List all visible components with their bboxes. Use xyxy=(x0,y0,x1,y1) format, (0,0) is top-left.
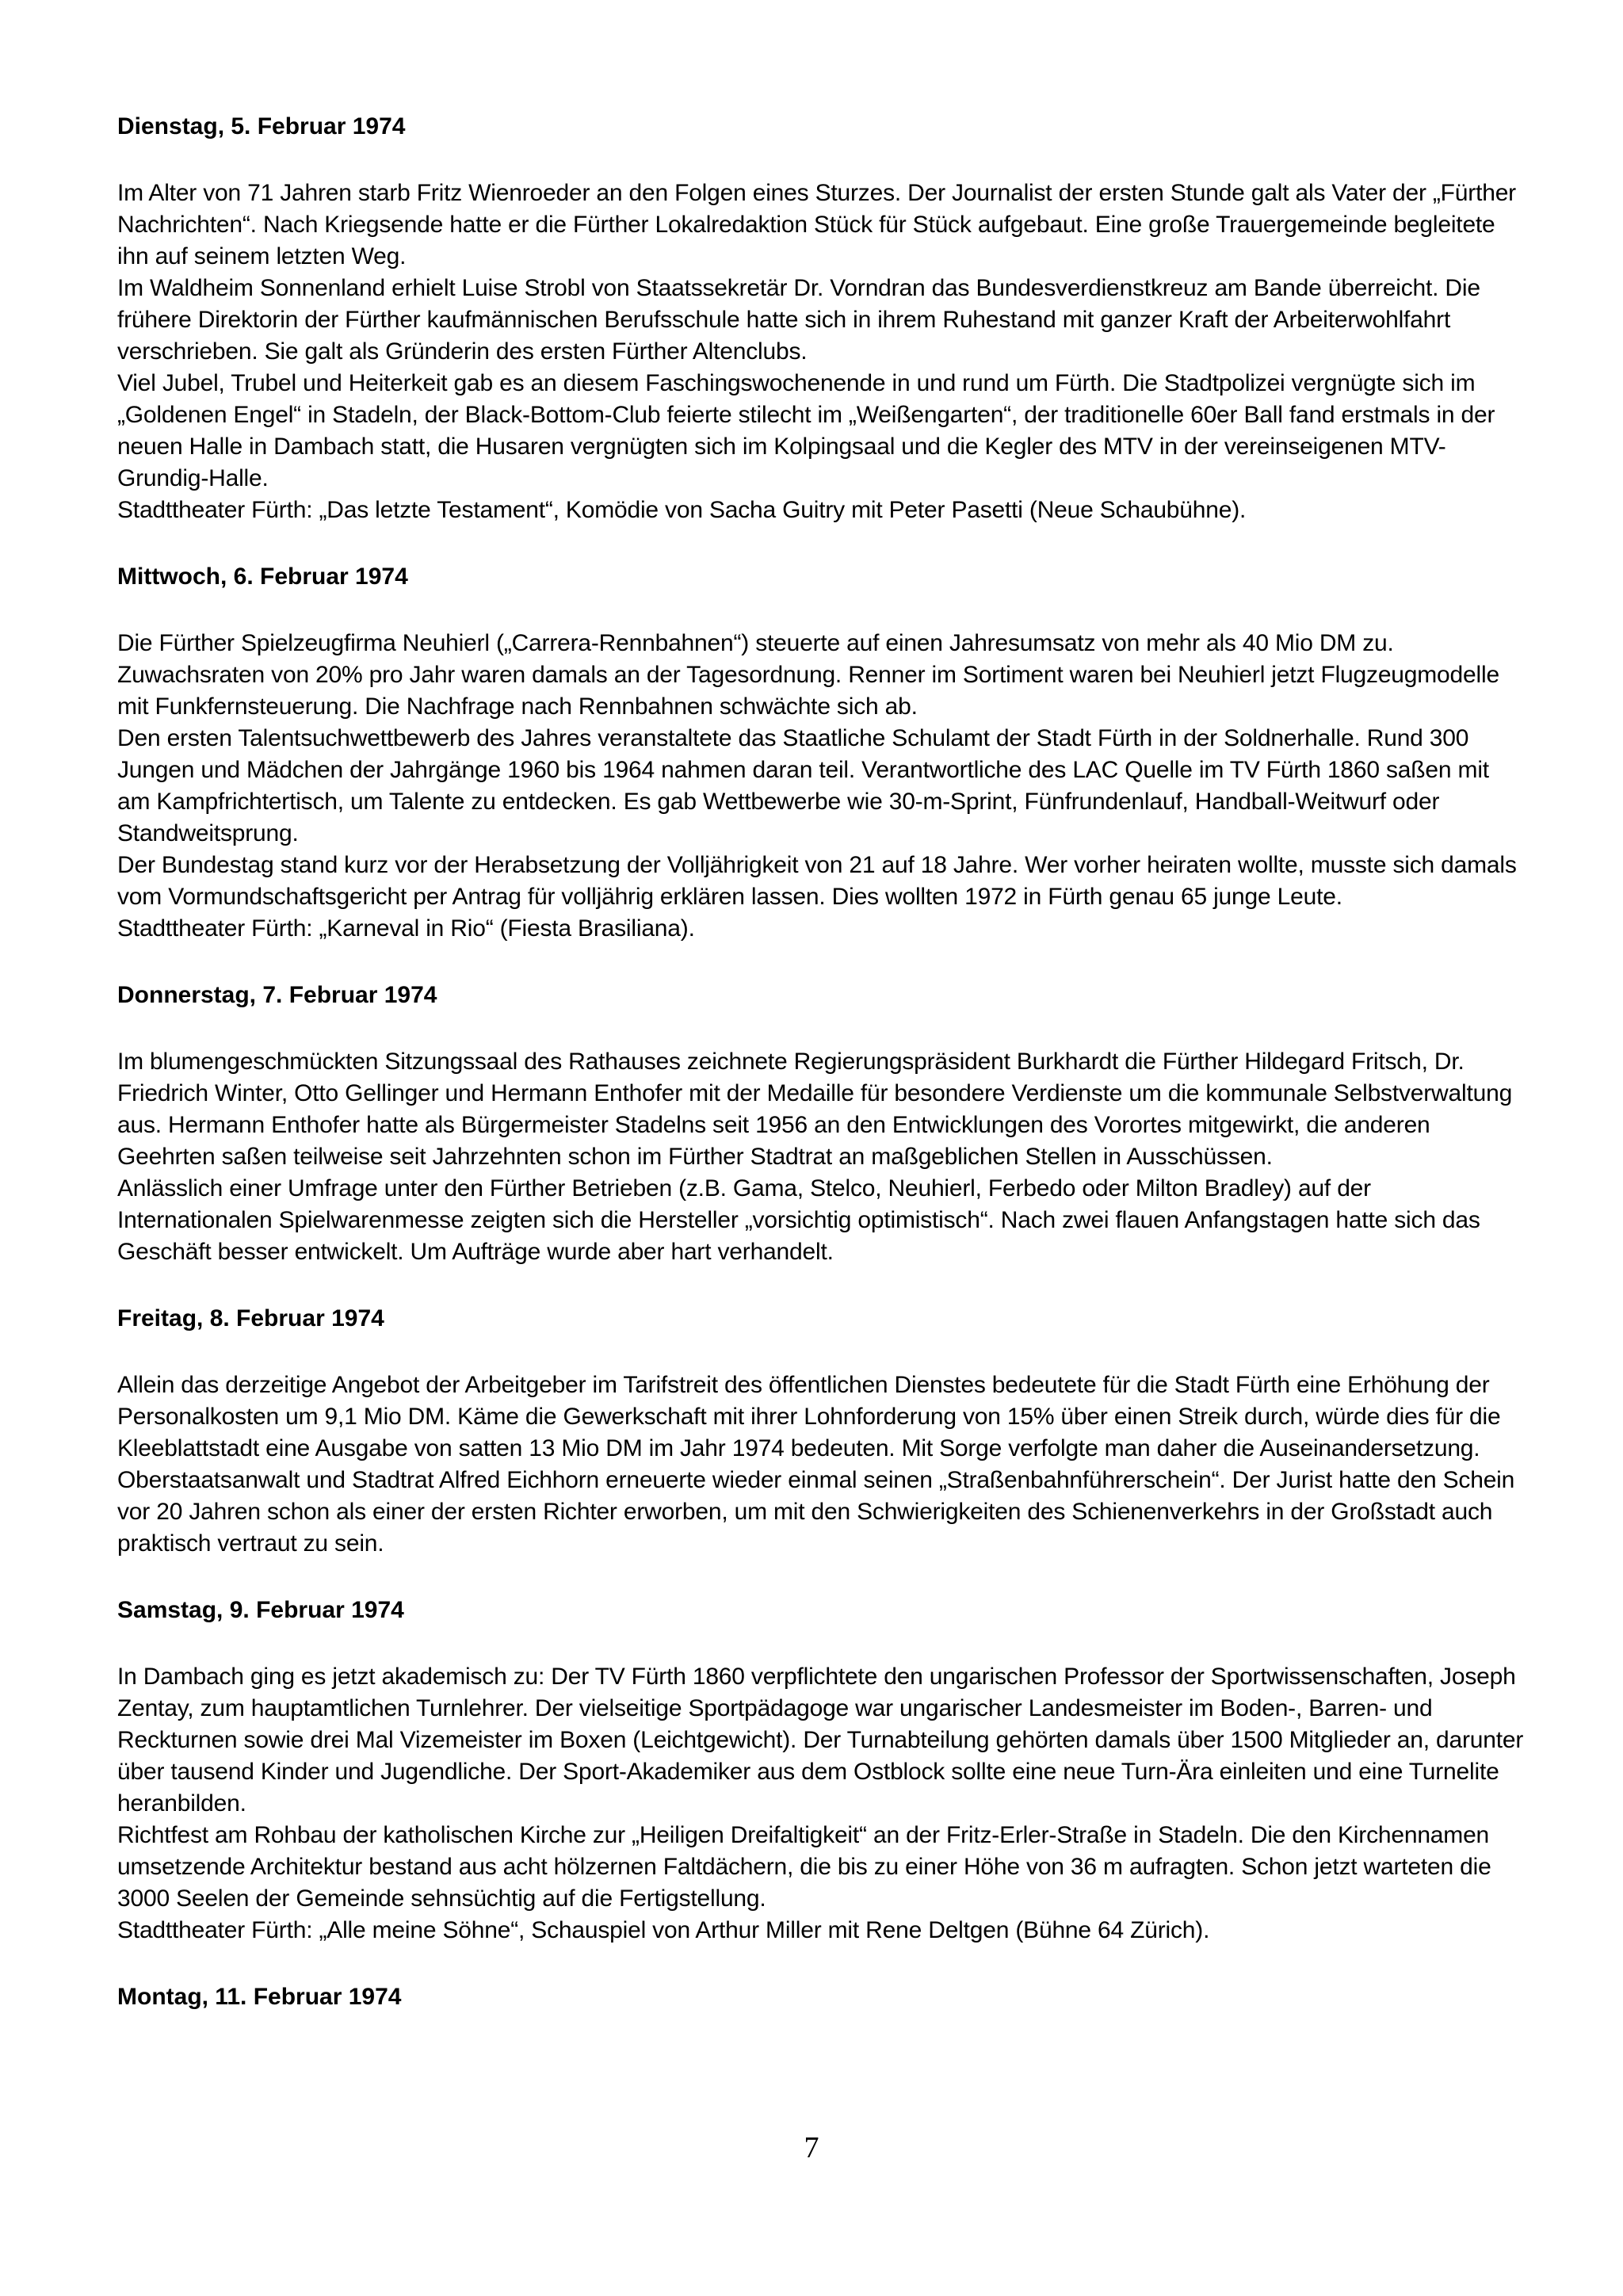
paragraph: Stadttheater Fürth: „Alle meine Söhne“, Schauspiel von Arthur Miller mit Rene Deltgen (Bühne 64 Zürich). xyxy=(117,1917,1210,1943)
paragraph: Im Alter von 71 Jahren starb Fritz Wienroeder an den Folgen eines Sturzes. Der Journalist der ersten Stunde galt als Vater der „Fürther Nachrichten“. Nach Kriegsende hatte er die Fürther Lokalredaktion Stück für Stück aufgebaut. Eine große Trauergemeinde begleitete ihn auf seinem letzten Weg. xyxy=(117,180,1516,269)
entry-samstag-9-februar xyxy=(117,1595,1528,1946)
paragraph: Im blumengeschmückten Sitzungssaal des Rathauses zeichnete Regierungspräsident Burkhardt die Fürther Hildegard Fritsch, Dr. Friedrich Winter, Otto Gellinger und Hermann Enthofer mit der Medaille für besondere Verdienste um die kommunale Selbstverwaltung aus. Hermann Enthofer hatte als Bürgermeister Stadelns seit 1956 an den Entwicklungen des Vorortes mitgewirkt, die anderen Geehrten saßen teilweise seit Jahrzehnten schon im Fürther Stadtrat an maßgeblichen Stellen in Ausschüssen. xyxy=(117,1049,1513,1170)
paragraph: Oberstaatsanwalt und Stadtrat Alfred Eichhorn erneuerte wieder einmal seinen „Straßenbahnführerschein“. Der Jurist hatte den Schein vor 20 Jahren schon als einer der ersten Richter erworben, um mit den Schwierigkeiten des Schienenverkehrs in der Großstadt auch praktisch vertraut zu sein. xyxy=(117,1467,1515,1557)
date-heading: Donnerstag, 7. Februar 1974 xyxy=(117,982,437,1008)
page-content xyxy=(117,111,1528,2048)
paragraph: Stadttheater Fürth: „Das letzte Testament“, Komödie von Sacha Guitry mit Peter Pasetti (Neue Schaubühne). xyxy=(117,497,1247,523)
paragraph: Anlässlich einer Umfrage unter den Fürther Betrieben (z.B. Gama, Stelco, Neuhierl, Ferbedo oder Milton Bradley) auf der Internationalen Spielwarenmesse zeigten sich die Hersteller „vorsichtig optimistisch“. Nach zwei flauen Anfangstagen hatte sich das Geschäft besser entwickelt. Um Aufträge wurde aber hart verhandelt. xyxy=(117,1175,1480,1265)
paragraph: Stadttheater Fürth: „Karneval in Rio“ (Fiesta Brasiliana). xyxy=(117,915,695,942)
paragraph: Viel Jubel, Trubel und Heiterkeit gab es an diesem Faschingswochenende in und rund um Fürth. Die Stadtpolizei vergnügte sich im „Goldenen Engel“ in Stadeln, der Black-Bottom-Club feierte stilecht im „Weißengarten“, der traditionelle 60er Ball fand erstmals in der neuen Halle in Dambach statt, die Husaren vergnügten sich im Kolpingsaal und die Kegler des MTV in der vereinseigenen MTV-Grundig-Halle. xyxy=(117,370,1495,491)
paragraph: Die Fürther Spielzeugfirma Neuhierl („Carrera-Rennbahnen“) steuerte auf einen Jahresumsatz von mehr als 40 Mio DM zu. Zuwachsraten von 20% pro Jahr waren damals an der Tagesordnung. Renner im Sortiment waren bei Neuhierl jetzt Flugzeugmodelle mit Funkfernsteuerung. Die Nachfrage nach Rennbahnen schwächte sich ab. xyxy=(117,630,1499,720)
paragraph: Im Waldheim Sonnenland erhielt Luise Strobl von Staatssekretär Dr. Vorndran das Bundesverdienstkreuz am Bande überreicht. Die frühere Direktorin der Fürther kaufmännischen Berufsschule hatte sich in ihrem Ruhestand mit ganzer Kraft der Arbeiterwohlfahrt verschrieben. Sie galt als Gründerin des ersten Fürther Altenclubs. xyxy=(117,275,1480,365)
paragraph: Allein das derzeitige Angebot der Arbeitgeber im Tarifstreit des öffentlichen Dienstes bedeutete für die Stadt Fürth eine Erhöhung der Personalkosten um 9,1 Mio DM. Käme die Gewerkschaft mit ihrer Lohnforderung von 15% über einen Streik durch, würde dies für die Kleeblattstadt eine Ausgabe von satten 13 Mio DM im Jahr 1974 bedeuten. Mit Sorge verfolgte man daher die Auseinandersetzung. xyxy=(117,1372,1501,1461)
entry-montag-11-februar xyxy=(117,1981,1528,2013)
date-heading: Freitag, 8. Februar 1974 xyxy=(117,1305,384,1331)
entry-freitag-8-februar xyxy=(117,1303,1528,1560)
page-number: 7 xyxy=(804,2131,819,2164)
paragraph: In Dambach ging es jetzt akademisch zu: Der TV Fürth 1860 verpflichtete den ungarischen Professor der Sportwissenschaften, Joseph Zentay, zum hauptamtlichen Turnlehrer. Der vielseitige Sportpädagoge war ungarischer Landesmeister im Boden-, Barren- und Reckturnen sowie drei Mal Vizemeister im Boxen (Leichtgewicht). Der Turnabteilung gehörten damals über 1500 Mitglieder an, darunter über tausend Kinder und Jugendliche. Der Sport-Akademiker aus dem Ostblock sollte eine neue Turn-Ära einleiten und eine Turnelite heranbilden. xyxy=(117,1664,1524,1817)
entry-donnerstag-7-februar xyxy=(117,980,1528,1268)
date-heading: Samstag, 9. Februar 1974 xyxy=(117,1597,404,1623)
entry-mittwoch-6-februar xyxy=(117,561,1528,945)
paragraph: Richtfest am Rohbau der katholischen Kirche zur „Heiligen Dreifaltigkeit“ an der Fritz-Erler-Straße in Stadeln. Die den Kirchennamen umsetzende Architektur bestand aus acht hölzernen Faltdächern, die bis zu einer Höhe von 36 m aufragten. Schon jetzt warteten die 3000 Seelen der Gemeinde sehnsüchtig auf die Fertigstellung. xyxy=(117,1822,1491,1912)
date-heading: Mittwoch, 6. Februar 1974 xyxy=(117,563,408,590)
date-heading: Montag, 11. Februar 1974 xyxy=(117,1984,402,2010)
paragraph: Den ersten Talentsuchwettbewerb des Jahres veranstaltete das Staatliche Schulamt der Stadt Fürth in der Soldnerhalle. Rund 300 Jungen und Mädchen der Jahrgänge 1960 bis 1964 nahmen daran teil. Verantwortliche des LAC Quelle im TV Fürth 1860 saßen mit am Kampfrichtertisch, um Talente zu entdecken. Es gab Wettbewerbe wie 30-m-Sprint, Fünfrundenlauf, Handball-Weitwurf oder Standweitsprung. xyxy=(117,725,1489,846)
entry-dienstag-5-februar xyxy=(117,111,1528,526)
date-heading: Dienstag, 5. Februar 1974 xyxy=(117,113,406,139)
paragraph: Der Bundestag stand kurz vor der Herabsetzung der Volljährigkeit von 21 auf 18 Jahre. Wer vorher heiraten wollte, musste sich damals vom Vormundschaftsgericht per Antrag für volljährig erklären lassen. Dies wollten 1972 in Fürth genau 65 junge Leute. xyxy=(117,852,1517,910)
